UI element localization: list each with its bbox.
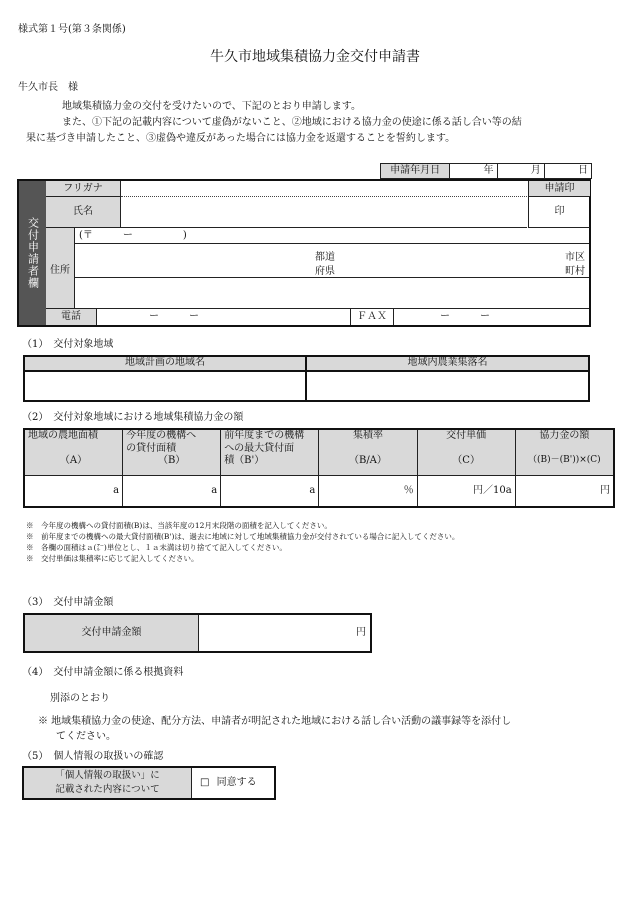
fax-field[interactable]	[394, 309, 589, 325]
date-label: 申請年月日	[381, 164, 450, 179]
form-number: 様式第１号(第３条関係)	[18, 24, 126, 35]
application-date-table	[380, 163, 592, 179]
unit-price-cell[interactable]: 円／10a	[417, 475, 515, 507]
header-lending-area: 今年度の機構へ の貸付面積 （B）	[123, 429, 221, 475]
intro-line-2: また、①下記の記載内容について虚偽がないこと、②地域における協力金の使途に係る話し合い等の結	[62, 117, 522, 128]
date-year[interactable]: 年	[450, 164, 497, 179]
prior-lending-area-cell[interactable]: a	[221, 475, 319, 507]
date-day[interactable]: 日	[544, 164, 591, 179]
section4-note-line-2: てください。	[56, 731, 116, 742]
section1-table	[23, 355, 590, 402]
region-name-header: 地域計画の地域名	[24, 356, 306, 371]
section4-note-line-1: ※ 地域集積協力金の使途、配分方法、申請者が明記された地域における話し合い活動の議事録等を添付し	[38, 716, 512, 727]
header-prior-lending-area: 前年度までの機構 への最大貸付面 積（B'）	[221, 429, 319, 475]
application-amount-field[interactable]: 円	[356, 627, 366, 638]
section3-heading: （3） 交付申請金額	[22, 597, 114, 608]
city-top: 市区	[565, 252, 585, 263]
address-line-2[interactable]	[75, 278, 589, 309]
note-2: ※ 前年度までの機構への最大貸付面積(B')は、過去に地域に対して地域集積協力金が交付されている場合に記入してください。	[26, 532, 460, 541]
settlement-name-cell[interactable]	[306, 371, 589, 401]
pref-top: 都道	[315, 252, 335, 263]
cooperation-amount-cell[interactable]: 円	[515, 475, 614, 507]
phone-label: 電話	[46, 309, 97, 325]
consent-option[interactable]	[200, 768, 257, 798]
applicant-box	[17, 179, 591, 327]
intro-line-3: 果に基づき申請したこと、③虚偽や違反があった場合には協力金を返還することを誓約します。	[26, 133, 456, 144]
furigana-label: フリガナ	[46, 181, 121, 197]
postal-code-field[interactable]: (〒 ー )	[75, 228, 589, 244]
fax-label: ＦＡＸ	[351, 309, 394, 325]
farmland-area-cell[interactable]: a	[24, 475, 123, 507]
section4-body: 別添のとおり	[50, 693, 110, 704]
region-name-cell[interactable]	[24, 371, 306, 401]
note-1: ※ 今年度の機構への貸付面積(B)は、当該年度の12月末段階の面積を記入してください。	[26, 521, 332, 530]
section1-heading: （1） 交付対象地域	[22, 339, 114, 350]
consent-label: 同意する	[216, 777, 257, 788]
section2-table	[23, 428, 615, 508]
furigana-field[interactable]	[121, 181, 527, 197]
seal-label: 申請印	[528, 181, 590, 197]
lending-area-cell[interactable]: a	[123, 475, 221, 507]
fax-dashes: ー ー	[440, 311, 490, 322]
privacy-label: 「個人情報の取扱い」に 記載された内容について	[24, 768, 192, 798]
consent-checkbox[interactable]: □	[200, 777, 210, 788]
note-4: ※ 交付単価は集積率に応じて記入してください。	[26, 554, 199, 563]
application-amount-box	[23, 613, 372, 653]
header-farmland-area: 地域の農地面積 （A）	[24, 429, 123, 475]
address-label: 住所	[50, 264, 70, 276]
header-unit-price: 交付単価 （C）	[417, 429, 515, 475]
city-bottom: 町村	[565, 266, 585, 277]
name-label: 氏名	[46, 197, 121, 228]
addressee: 牛久市長 様	[18, 82, 78, 93]
date-month[interactable]: 月	[497, 164, 544, 179]
name-field[interactable]	[121, 197, 527, 228]
section5-heading: （5） 個人情報の取扱いの確認	[22, 751, 164, 762]
header-accumulation-rate: 集積率 （B/A）	[319, 429, 417, 475]
seal-field[interactable]: 印	[528, 197, 590, 228]
application-amount-label: 交付申請金額	[25, 615, 199, 651]
section2-heading: （2） 交付対象地域における地域集積協力金の額	[22, 412, 244, 423]
settlement-name-header: 地域内農業集落名	[306, 356, 589, 371]
privacy-consent-box	[22, 766, 276, 800]
phone-dashes: ー ー	[149, 311, 199, 322]
page-title: 牛久市地域集積協力金交付申請書	[210, 49, 420, 65]
address-line-1[interactable]	[75, 245, 589, 278]
note-3: ※ 各欄の面積はａ(㌃)単位とし、１ａ未満は切り捨てて記入してください。	[26, 543, 287, 552]
applicant-section-label: 交付申請者欄	[19, 181, 46, 325]
intro-line-1: 地域集積協力金の交付を受けたいので、下記のとおり申請します。	[62, 101, 361, 112]
phone-field[interactable]	[97, 309, 351, 325]
pref-bottom: 府県	[315, 266, 335, 277]
accumulation-rate-cell[interactable]: ％	[319, 475, 417, 507]
header-cooperation-amount: 協力金の額 （(B)－(B'))×(C)	[515, 429, 614, 475]
section4-heading: （4） 交付申請金額に係る根拠資料	[22, 667, 184, 678]
